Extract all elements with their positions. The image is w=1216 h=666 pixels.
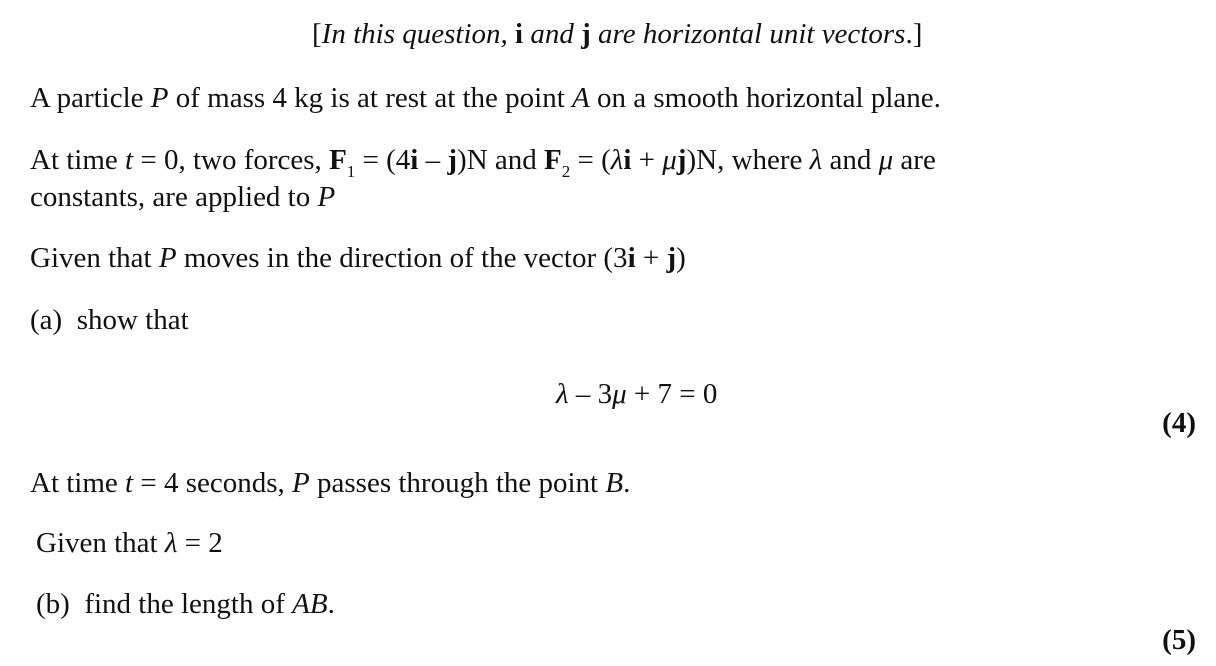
forces-line-1: At time t = 0, two forces, $F_1 = (4i - j)N$ and $F_2 = (\lambda i + \mu j)N$, where λ and μ are <box>30 144 936 181</box>
intro-line: A particle P of mass 4 kg is at rest at the point A on a smooth horizontal plane. <box>30 82 941 114</box>
forces-line-2: constants, are applied to P <box>30 181 336 213</box>
time-b-line: At time t = 4 seconds, P passes through the point B. <box>30 467 631 499</box>
direction-line: Given that P moves in the direction of the vector (3i + j) <box>30 242 686 274</box>
part-b-label: (b) <box>36 588 70 620</box>
part-a-prompt: (a) show that <box>30 304 189 336</box>
part-b-prompt: (b) find the length of AB. <box>36 588 335 620</box>
part-a-marks: (4) <box>1162 407 1196 439</box>
part-a-label: (a) <box>30 304 63 336</box>
given-line: Given that λ = 2 <box>36 527 223 559</box>
part-b-marks: (5) <box>1162 624 1196 656</box>
part-a-equation: λ – 3μ + 7 = 0 <box>556 378 718 410</box>
question-note: [In this question, i and j are horizontal unit vectors.] <box>312 18 923 50</box>
